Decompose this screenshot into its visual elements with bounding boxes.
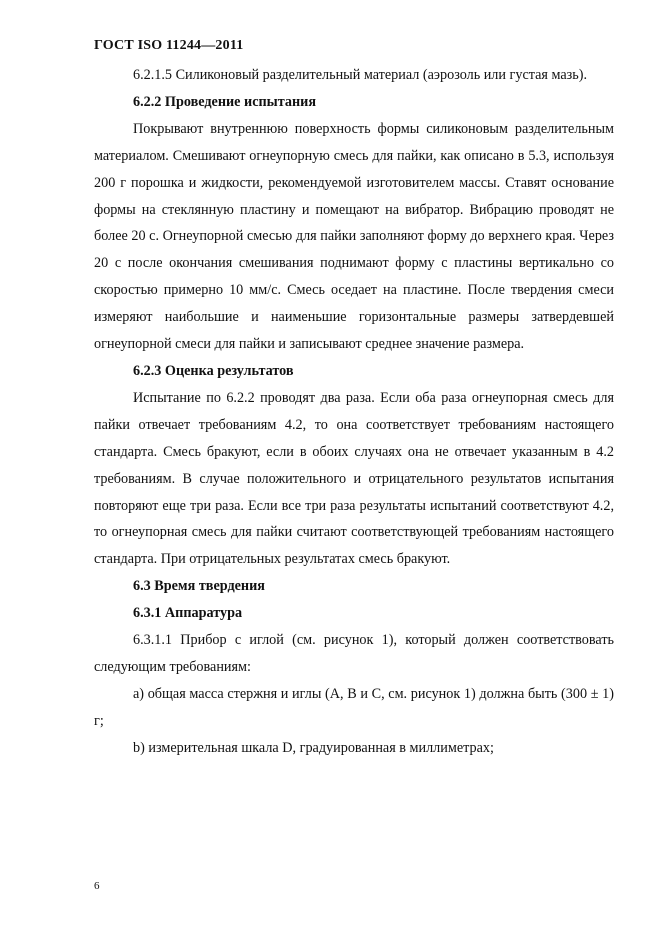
paragraph-test-procedure: Покрывают внутреннюю поверхность формы силиконовым разделительным материалом. Смешивают огнеупорную смесь для пайки, как описано в 5.3, используя 200 г порошка и жидкости, рекомендуемой изготовителем массы. Ставят основание формы на стеклянную пластину и помещают на вибратор. Вибрацию проводят не более 20 с. Огнеупорной смесью для пайки заполняют форму до верхнего края. Через 20 с после окончания смешивания поднимают форму с пластины вертикально со скоростью примерно 10 мм/с. Смесь оседает на пластине. После твердения смеси измеряют наибольшие и наименьшие горизонтальные размеры затвердевшей огнеупорной смеси для пайки и записывают среднее значение размера. — [94, 120, 614, 353]
paragraph-results-evaluation: Испытание по 6.2.2 проводят два раза. Если оба раза огнеупорная смесь для пайки отвечает требованиям 4.2, то она соответствует требованиям настоящего стандарта. Смесь бракуют, если в обоих случаях она не отвечает указанным в 4.2 требованиям. В случае положительного и отрицательного результатов испытания повторяют еще три раза. Если все три раза результаты испытаний соответствуют 4.2, то огнеупорная смесь для пайки считают соответствующей требованиям настоящего стандарта. При отрицательных результатах смесь бракуют. — [94, 389, 614, 568]
heading-6-2-3: 6.2.3 Оценка результатов — [133, 362, 294, 379]
heading-6-3: 6.3 Время твердения — [133, 578, 265, 595]
page-number: 6 — [94, 880, 100, 892]
list-item-b: b) измерительная шкала D, градуированная в миллиметрах; — [133, 739, 494, 756]
document-header: ГОСТ ISO 11244—2011 — [94, 38, 244, 53]
paragraph-6-3-1-1: 6.3.1.1 Прибор с иглой (см. рисунок 1), который должен соответствовать следующим требованиям: — [94, 632, 614, 675]
paragraph-6-2-1-5: 6.2.1.5 Силиконовый разделительный материал (аэрозоль или густая мазь). — [133, 67, 588, 83]
list-item-a: a) общая масса стержня и иглы (А, В и С, см. рисунок 1) должна быть (300 ± 1) г; — [94, 685, 614, 729]
document-body — [94, 62, 614, 762]
heading-6-2-2: 6.2.2 Проведение испытания — [133, 93, 317, 110]
heading-6-3-1: 6.3.1 Аппаратура — [133, 605, 243, 622]
